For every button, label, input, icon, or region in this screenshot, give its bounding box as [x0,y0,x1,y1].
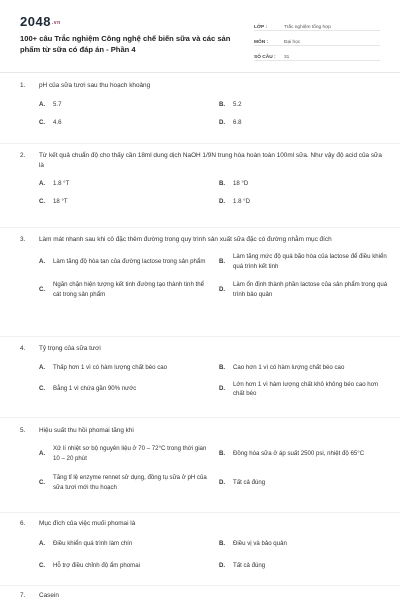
header-divider [0,72,400,73]
question-divider [0,227,400,228]
option-d[interactable] [219,380,391,399]
option-text: Xử lí nhiệt sơ bộ nguyên liệu ở 70 – 72°C trong thời gian 10 – 20 phút [53,445,207,462]
option-a[interactable] [39,179,211,189]
question-text: Làm mát nhanh sau khi cô đặc thêm đường trong quy trình sản xuất sữa đặc có đường nhằm mục đích [39,236,332,243]
question-1 [20,81,382,127]
option-text: 4.6 [53,118,62,126]
option-text: Bằng 1 vì chứa gần 90% nước [53,385,137,393]
option-letter: A. [39,101,46,108]
question-number: 4. [20,345,26,352]
option-b[interactable] [219,179,391,189]
option-d[interactable] [219,473,391,492]
option-a[interactable] [39,444,211,463]
question-number: 2. [20,152,26,159]
option-letter: B. [219,257,226,265]
option-c[interactable] [39,118,211,128]
option-letter: C. [39,197,46,205]
question-divider [0,417,400,418]
logo-sub: .vn [51,20,61,26]
option-a[interactable] [39,363,211,373]
option-letter: D. [219,385,226,393]
option-text: Thấp hơn 1 vì có hàm lượng chất béo cao [53,364,168,371]
option-text: Tất cả đúng [233,478,266,486]
logo-main: 2048 [20,14,51,29]
option-letter: A. [39,364,46,371]
option-text: Làm ổn định thành phần lactose của sản phẩm trong quá trình bảo quản [233,281,388,298]
question-stem [20,426,382,436]
option-text: 6.8 [233,118,242,126]
option-letter: A. [39,449,46,457]
question-text: Mục đích của việc muối phomai là [39,520,136,527]
option-text: Điều khiển quá trình làm chín [53,540,133,547]
meta-label: SỐ CÂU : [254,55,276,60]
option-letter: B. [219,449,226,457]
option-text: Lớn hơn 1 vì hàm lượng chất khô không béo cao hơn chất béo [233,380,379,398]
option-letter: D. [219,561,226,569]
question-stem [20,81,382,91]
question-number: 1. [20,82,26,89]
question-text: pH của sữa tươi sau thu hoạch khoảng [39,82,151,89]
option-c[interactable] [39,380,211,399]
options [39,539,382,570]
option-b[interactable] [219,252,391,271]
meta-label: MÔN : [254,40,269,45]
question-text: Từ kết quả chuẩn độ cho thấy cần 18ml dung dịch NaOH 1/9N trung hòa hoàn toàn 100ml sữa. Như vậy độ acid của sữa là [39,152,382,169]
option-text: Hỗ trợ điều chỉnh độ ẩm phomai [53,561,140,569]
question-stem [20,151,382,171]
option-c[interactable] [39,473,211,492]
option-b[interactable] [219,363,391,373]
question-number: 6. [20,520,26,527]
meta-value: Đại học [284,40,301,45]
option-a[interactable] [39,100,211,110]
meta-value: Trắc nghiệm tổng hợp [284,25,331,30]
option-letter: A. [39,180,46,187]
question-number: 7. [20,592,26,599]
option-text: Điều vị và bảo quản [233,540,287,547]
meta-row-class [254,16,380,31]
option-letter: D. [219,118,226,126]
option-letter: B. [219,540,226,547]
options [39,252,388,299]
option-c[interactable] [39,280,211,299]
meta-value: 31 [284,55,290,60]
header [0,0,400,66]
option-letter: D. [219,197,226,205]
question-5 [20,426,382,492]
option-letter: B. [219,364,226,371]
option-letter: C. [39,285,46,293]
question-text: Hiệu suất thu hồi phomai tăng khi [39,427,134,434]
option-text: Ngăn chặn hiện tượng kết tinh đường tạo thành tinh thể cát trong sản phẩm [53,281,204,298]
option-d[interactable] [219,561,391,571]
meta-label: LỚP : [254,25,268,30]
option-text: Làm tăng độ hòa tan của đường lactose trong sản phẩm [53,257,206,265]
option-letter: C. [39,478,46,486]
option-text: Tăng tỉ lệ enzyme rennet sử dụng, đồng tụ sữa ở pH của sữa tươi mới thu hoạch [53,474,207,491]
option-letter: B. [219,101,226,108]
question-text: Casein [39,592,59,599]
option-text: Cao hơn 1 vì có hàm lượng chất béo cao [233,364,345,371]
option-a[interactable] [39,252,211,271]
option-a[interactable] [39,539,211,549]
question-stem [20,344,382,354]
option-text: 5.7 [53,101,62,108]
meta-row-subject [254,31,380,46]
option-b[interactable] [219,539,391,549]
meta-info [254,16,380,61]
option-text: Làm tăng mức độ quá bão hòa của lactose để điều khiển quá trình kết tinh [233,253,387,270]
options [39,444,382,492]
option-letter: C. [39,118,46,126]
question-number: 3. [20,236,26,243]
question-divider [0,585,400,586]
question-2 [20,151,382,206]
option-letter: B. [219,180,226,187]
question-divider [0,143,400,144]
options [39,363,382,399]
option-letter: C. [39,385,46,393]
options [39,179,382,206]
question-text: Tỷ trọng của sữa tươi [39,345,101,352]
option-letter: A. [39,540,46,547]
option-d[interactable] [219,197,391,207]
option-text: Tất cả đúng [233,561,266,569]
question-divider [0,336,400,337]
option-b[interactable] [219,444,391,463]
question-stem [20,519,382,529]
meta-row-count [254,46,380,61]
site-logo[interactable] [20,14,61,29]
option-text: Đồng hóa sữa ở áp suất 2500 psi, nhiệt độ 65°C [233,449,365,457]
question-divider [0,512,400,513]
option-d[interactable] [219,280,391,299]
option-letter: C. [39,561,46,569]
option-text: 1.8 °D [233,197,251,205]
question-4 [20,344,382,399]
question-stem [20,591,382,600]
page-title: 100+ câu Trắc nghiệm Công nghệ chế biến sữa và các sản phẩm từ sữa có đáp án - Phần 4 [20,34,231,54]
option-c[interactable] [39,561,211,571]
option-text: 1.8 °T [53,180,70,187]
option-text: 18 °T [53,197,68,205]
options [39,100,382,127]
question-3 [20,235,388,299]
option-text: 18 °D [233,180,249,187]
option-letter: D. [219,285,226,293]
option-b[interactable] [219,100,391,110]
question-6 [20,519,382,570]
question-number: 5. [20,427,26,434]
question-stem [20,235,382,245]
option-c[interactable] [39,197,211,207]
option-letter: A. [39,257,46,265]
option-letter: D. [219,478,226,486]
question-7 [20,591,382,600]
option-d[interactable] [219,118,391,128]
option-text: 5.2 [233,101,242,108]
